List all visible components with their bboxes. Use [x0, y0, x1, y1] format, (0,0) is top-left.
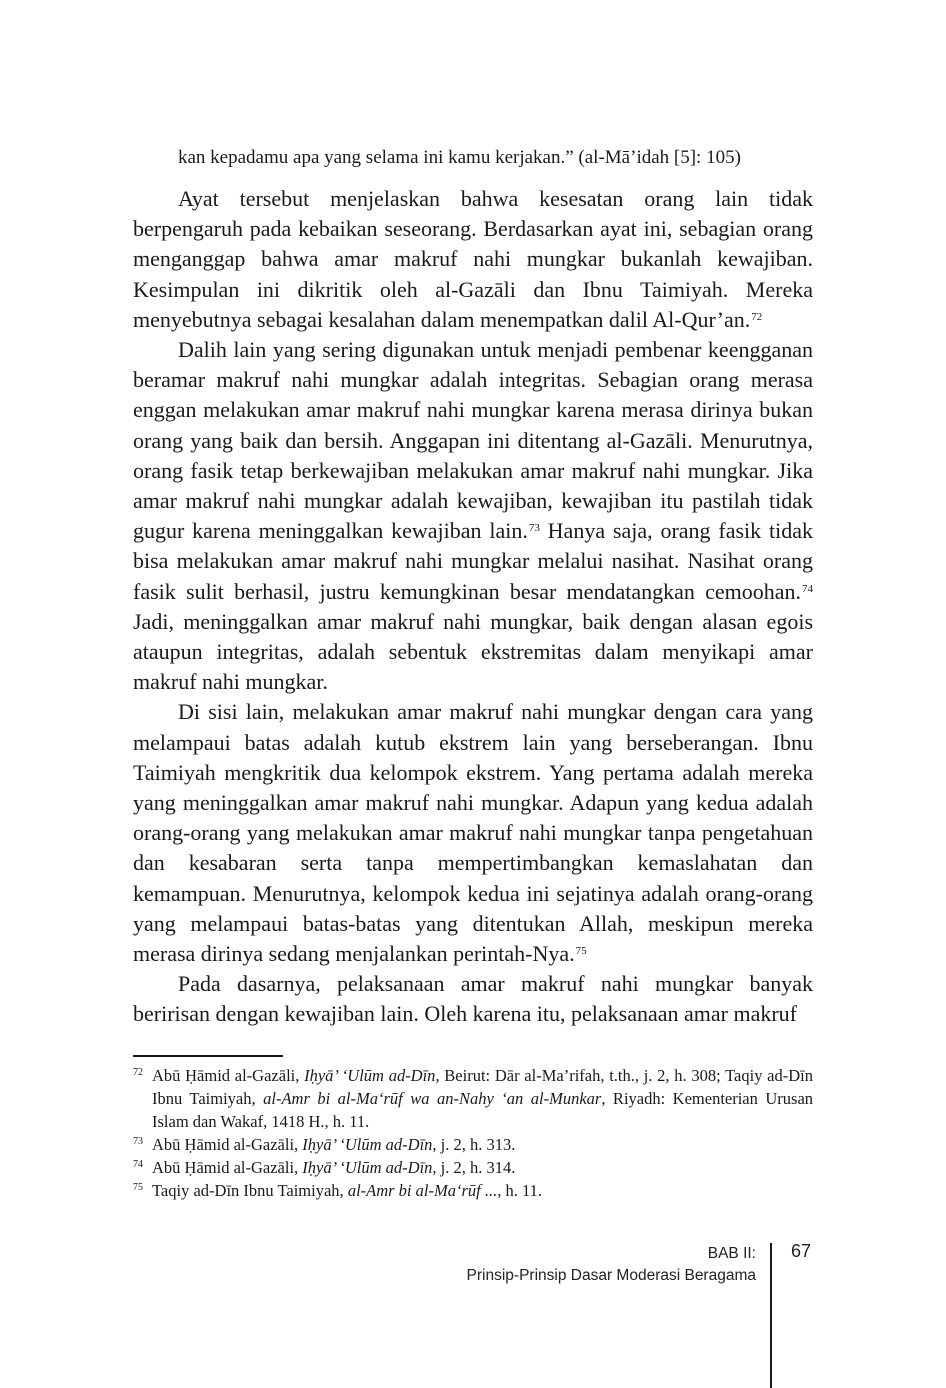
paragraph-text: Hanya saja, orang fasik tidak bisa melakukan amar makruf nahi mungkar melalui nasihat. Nasihat orang fasik sulit berhasil, justru kemungkinan besar mendatangkan cemoohan. [133, 518, 813, 604]
paragraph [133, 184, 813, 335]
footnote-reference[interactable]: 75 [575, 945, 587, 958]
footnote-text: Abū Ḥāmid al-Gazāli, [152, 1066, 305, 1085]
footnote-text: , h. 11. [497, 1181, 542, 1200]
footnote-number: 73 [133, 1136, 143, 1147]
running-footer [467, 1243, 756, 1287]
footnote-reference[interactable]: 74 [802, 582, 813, 595]
chapter-label: BAB II: [707, 1245, 756, 1262]
footnote-text: , j. 2, h. 314. [432, 1158, 516, 1177]
footnote [133, 1064, 813, 1133]
paragraph [133, 697, 813, 969]
chapter-title: Prinsip-Prinsip Dasar Moderasi Beragama [466, 1267, 756, 1284]
paragraph-text: Dalih lain yang sering digunakan untuk menjadi pembenar keengganan beramar makruf nahi mungkar adalah integritas. Sebagian orang merasa enggan melakukan amar makruf nahi mungkar karena merasa dirinya bukan orang yang baik dan bersih. Anggapan ini ditentang al-Gazāli. Menurutnya, orang fasik tetap berkewajiban melakukan amar makruf nahi mungkar. Jika amar makruf nahi mungkar adalah kewajiban, kewajiban itu pastilah tidak gugur karena meninggalkan kewajiban lain. [133, 337, 813, 544]
footnote-title: al-Amr bi al-Ma‘rūf ... [347, 1181, 498, 1200]
quote-continuation: kan kepadamu apa yang selama ini kamu kerjakan.” (al-Mā’idah [5]: 105) [178, 147, 741, 168]
footnote-title: Iḥyā’ ‘Ulūm ad-Dīn [302, 1158, 433, 1177]
footnote-text: Abū Ḥāmid al-Gazāli, [152, 1135, 303, 1154]
footnote-text: Abū Ḥāmid al-Gazāli, [152, 1158, 303, 1177]
footnote-text: , Riyadh: Kementerian Urusan Islam dan Wakaf, 1418 H., h. 11. [152, 1089, 814, 1131]
paragraph-text: Di sisi lain, melakukan amar makruf nahi mungkar dengan cara yang melampaui batas adalah kutub ekstrem lain yang berseberangan. Ibnu Taimiyah mengkritik dua kelompok ekstrem. Yang pertama adalah mereka yang meninggalkan amar makruf nahi mungkar. Adapun yang kedua adalah orang-orang yang melakukan amar makruf nahi mungkar tanpa pengetahuan dan kesabaran serta tanpa mempertimbangkan kemaslahatan dan kemampuan. Menurutnya, kelompok kedua ini sejatinya adalah orang-orang yang melampaui batas-batas yang ditentukan Allah, meskipun mereka merasa dirinya sedang menjalankan perintah-Nya. [133, 699, 813, 967]
footnote-number: 75 [133, 1182, 143, 1193]
footnote [133, 1179, 813, 1202]
paragraph-text: Jadi, meninggalkan amar makruf nahi mungkar, baik dengan alasan egois ataupun integritas, adalah sebentuk ekstremitas dalam menyikapi amar makruf nahi mungkar. [133, 608, 813, 695]
footnote-reference[interactable]: 73 [528, 522, 540, 535]
footnote [133, 1133, 813, 1156]
footnote-title: Iḥyā’ ‘Ulūm ad-Dīn [302, 1135, 433, 1154]
footnote-number: 72 [133, 1067, 143, 1078]
paragraph [133, 969, 813, 1029]
page-number: 67 [791, 1241, 812, 1261]
footnote-text: , j. 2, h. 313. [432, 1135, 516, 1154]
footnote-title: al-Amr bi al-Ma‘rūf wa an-Nahy ‘an al-Munkar [263, 1089, 602, 1108]
footnote-number: 74 [133, 1159, 143, 1170]
footnote-text: Taqiy ad-Dīn Ibnu Taimiyah, [152, 1181, 348, 1200]
footnote-reference[interactable]: 72 [751, 310, 763, 323]
footer-divider [770, 1243, 772, 1388]
paragraph-text: Ayat tersebut menjelaskan bahwa kesesatan orang lain tidak berpengaruh pada kebaikan seseorang. Berdasarkan ayat ini, sebagian orang menganggap bahwa amar makruf nahi mungkar bukanlah kewajiban. Kesimpulan ini dikritik oleh al-Gazāli dan Ibnu Taimiyah. Mereka menyebutnya sebagai kesalahan dalam menempatkan dalil Al-Qur’an. [133, 186, 813, 332]
footnote-title: Iḥyā’ ‘Ulūm ad-Dīn [304, 1066, 436, 1085]
footnotes [133, 1064, 813, 1202]
paragraph-text: Pada dasarnya, pelaksanaan amar makruf nahi mungkar banyak beririsan dengan kewajiban lain. Oleh karena itu, pelaksanaan amar makruf [133, 971, 813, 1027]
footnote-text: , Beirut: Dār al-Ma’rifah, t.th., j. 2, h. 308; Taqiy ad-Dīn Ibnu Taimiyah, [152, 1066, 813, 1108]
footnote-divider [133, 1055, 283, 1057]
paragraph [133, 335, 813, 697]
footnote [133, 1156, 813, 1179]
body-text [133, 184, 813, 1030]
